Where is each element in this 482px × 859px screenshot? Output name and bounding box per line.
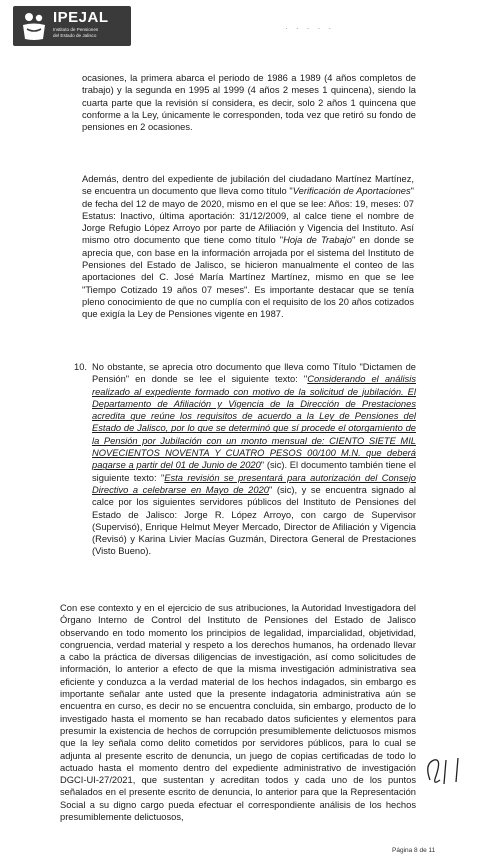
- p2-text-c: " de fecha del 12 de mayo de 2020, mismo en el que se lee: Años: 19, meses: 07 Estatus: Inactivo, última aportación: 31/12/2009, al calce tiene el nombre de Jorge Refugio López Arroyo por parte de Afiliación y Vigencia del Instituto. Así mismo otro documento que tiene como título ": [82, 186, 414, 246]
- paragraph-contexto: Con ese contexto y en el ejercicio de sus atribuciones, la Autoridad Investigadora del Órgano Interno de Control del Instituto de Pensiones del Estado de Jalisco observando en todo momento los principios de legalidad, imparcialidad, objetividad, congruencia, verdad material y respeto a los derechos humanos, ha ordenado llevar a cabo la práctica de diversas diligencias de investigación, así como solicitudes de información, lo anterior a efecto de que la misma investigación administrativa sea eficiente y conduzca a la verdad material de los hechos indagados, sin embargo es importante señalar ante usted que la presente indagatoria administrativa aún se encuentra en curso, es decir no se encuentra concluida, sin embargo, producto de lo investigado hasta el momento se han recabado datos suficientes y elementos para presumir la existencia de hechos de corrupción presumiblemente delictuosos mismos que la ley señala como delito cometidos por servidores públicos, para lo cual se adjunta al presente escrito de denuncia, un juego de copias certificadas de todo lo actuado hasta el momento dentro del expediente administrativo de investigación DGCI-UI-27/2021, que sustentan y acreditan todos y cada uno de los puntos señalados en el presente escrito de denuncia, lo anterior para que la Representación Social a su digno cargo pueda efectuar el correspondiente análisis de los hechos presumiblemente delictuosos,: [60, 603, 416, 823]
- p3-text-a: No obstante, se aprecia otro documento que lleva como Título "Dictamen de Pensión" en donde se lee el siguiente texto: ": [92, 362, 416, 385]
- logo-subtitle: Instituto de Pensiones del Estado de Jalisco: [53, 27, 99, 38]
- p3-text-c: " (sic). El documento también tiene el siguiente texto: ": [92, 460, 416, 483]
- scan-marks: · · · · ·: [285, 24, 335, 33]
- p3-quote-dictamen: Considerando el análisis realizado al expediente formado con motivo de la solicitud de jubilación. El Departamento de Afiliación y Vigencia de la Dirección de Prestaciones acredita que reúne los requisitos de acuerdo a la Ley de Pensiones del Estado de Jalisco, por lo que se determinó que sí procede el otorgamiento de la Pensión por Jubilación con un monto mensual de: CIENTO SIETE MIL NOVECIENTOS NOVENTA Y CUATRO PESOS 00/100 M.N. que deberá pagarse a partir del 01 de Junio de 2020: [92, 374, 416, 471]
- page-number: Página 8 de 11: [392, 847, 436, 854]
- handwritten-initials-icon: [420, 750, 474, 794]
- paragraph-verificacion: [82, 173, 414, 321]
- item-number: 10.: [74, 362, 87, 372]
- ipejal-logo: [13, 6, 131, 46]
- ipejal-emblem-icon: [21, 11, 47, 41]
- p3-text-e: " (sic), y se encuentra signado al calce por los siguientes servidores públicos del Instituto de Pensiones del Estado de Jalisco: Jorge R. López Arroyo, con cargo de Supervisor (Supervisó), Enrique Helmut Meyer Mercado, Director de Afiliación y Vigencia (Revisó) y Karina Livier Macías Guzmán, Directora General de Prestaciones (Visto Bueno).: [92, 484, 416, 557]
- paragraph-retiros: ocasiones, la primera abarca el periodo de 1986 a 1989 (4 años completos de trabajo) y la segunda en 1995 al 1999 (4 años 2 meses 1 quincena), siendo la cuarta parte que la revisión sí considera, es decir, solo 2 años 1 quincena que conforme a la Ley, únicamente le corresponden, toda vez que retiró su fondo de pensiones en 2 ocasiones.: [82, 73, 416, 133]
- p2-title-hoja: Hoja de Trabajo: [283, 235, 352, 246]
- p3-quote-revision: Esta revisión se presentará para autorización del Consejo Directivo a celebrarse en Mayo de 2020: [92, 472, 416, 495]
- p2-title-verificacion: Verificación de Aportaciones: [292, 186, 411, 197]
- paragraph-dictamen: [92, 361, 416, 558]
- header-logo: [13, 6, 153, 46]
- p2-text-a: Además, dentro del expediente de jubilación del ciudadano Martínez Martínez, se encuentra un documento que lleva como título ": [82, 174, 414, 197]
- logo-title: IPEJAL: [53, 9, 109, 26]
- p2-text-e: " en donde se aprecia que, con base en la información arrojada por el sistema del Instituto de Pensiones del Estado de Jalisco, se hicieron manualmente el conteo de las aportaciones del C. José María Martínez Martínez, mismo en que se lee "Tiempo Cotizado 19 años 07 meses". Es importante destacar que se tenía pleno conocimiento de que no cumplía con el requisito de los 20 años cotizados que exigía la Ley de Pensiones vigente en 1987.: [82, 235, 414, 320]
